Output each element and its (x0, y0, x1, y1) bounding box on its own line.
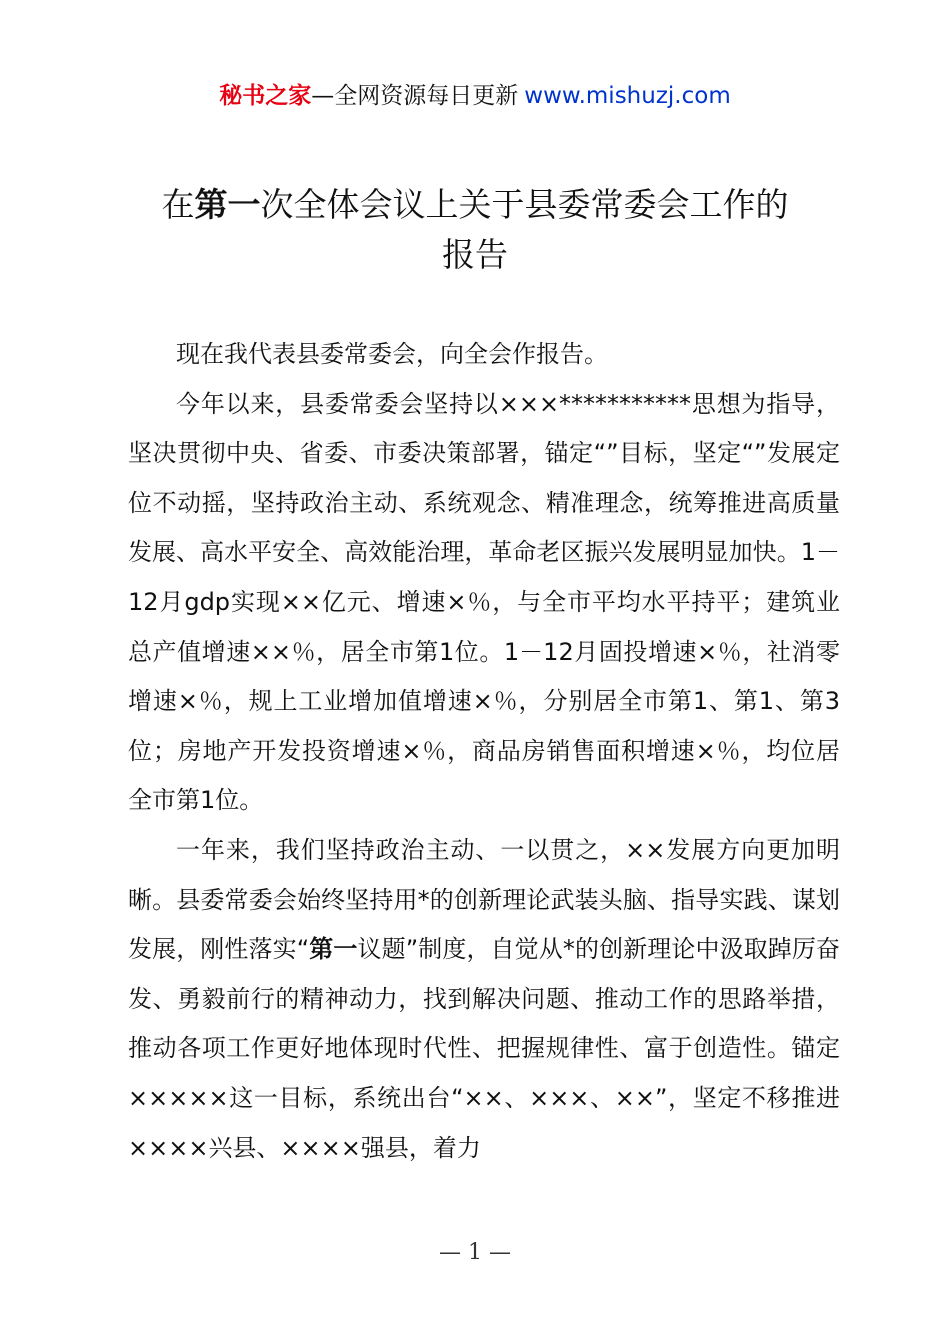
site-url-link[interactable]: www.mishuzj.com (524, 83, 731, 109)
title-line-1: 在第一次全体会议上关于县委常委会工作的 (161, 185, 789, 224)
title-line-2: 报告 (442, 235, 508, 274)
bold-emphasis: 第一 (309, 935, 358, 964)
paragraph-3: 一年来，我们坚持政治主动、一以贯之，××发展方向更加明晰。县委常委会始终坚持用*的创新理论武装头脑、指导实践、谋划发展，刚性落实“第一议题”制度，自觉从*的创新理论中汲取踔厉奋发、勇毅前行的精神动力，找到解决问题、推动工作的思路举措，推动各项工作更好地体现时代性、把握规律性、富于创造性。锚定×××××这一目标，系统出台“××、×××、××”，坚定不移推进××××兴县、××××强县，着力 (128, 835, 840, 1162)
site-header (0, 80, 950, 112)
document-title (0, 180, 950, 280)
document-body (128, 330, 840, 1173)
paragraph-1: 现在我代表县委常委会，向全会作报告。 (176, 340, 608, 368)
paragraph-2: 今年以来，县委常委会坚持以×××***********思想为指导，坚决贯彻中央、省委、市委决策部署，锚定“”目标，坚定“”发展定位不动摇，坚持政治主动、系统观念、精准理念，统筹推进高质量发展、高水平安全、高效能治理，革命老区振兴发展明显加快。1－12月gdp实现××亿元、增速×％，与全市平均水平持平；建筑业总产值增速××％，居全市第1位。1－12月固投增速×％，社消零增速×％，规上工业增加值增速×％，分别居全市第1、第1、第3位；房地产开发投资增速×％，商品房销售面积增速×％，均位居全市第1位。 (128, 389, 840, 815)
title-bold-word: 第一 (194, 185, 261, 224)
page-number: — 1 — (439, 1240, 511, 1265)
header-tagline: —全网资源每日更新 (311, 83, 519, 109)
brand-name: 秘书之家 (219, 83, 312, 109)
